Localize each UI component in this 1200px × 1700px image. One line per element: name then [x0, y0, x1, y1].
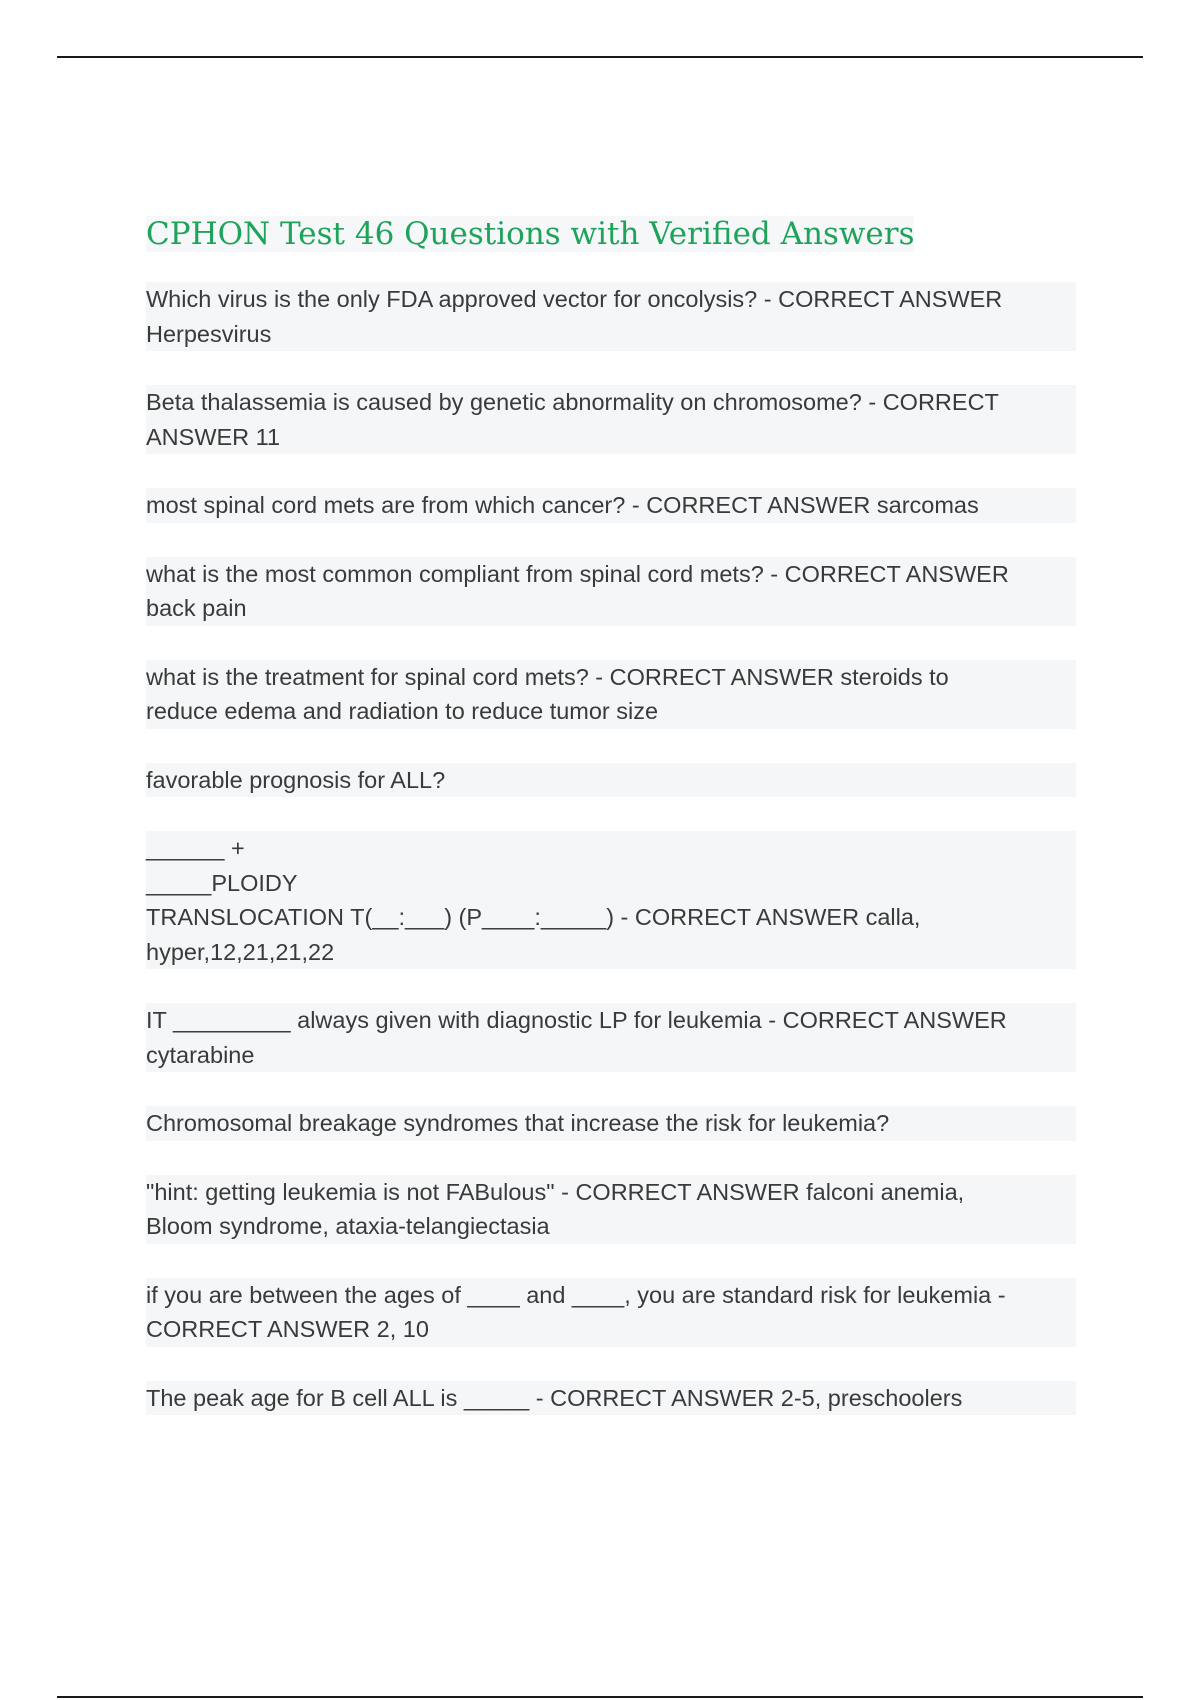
title-wrapper — [146, 212, 1076, 256]
qa-line: back pain — [146, 591, 1076, 626]
qa-line: if you are between the ages of ____ and ____, you are standard risk for leukemia - — [146, 1278, 1076, 1313]
qa-line: Beta thalassemia is caused by genetic abnormality on chromosome? - CORRECT — [146, 385, 1076, 420]
qa-item-4 — [146, 557, 1076, 626]
qa-line: CORRECT ANSWER 2, 10 — [146, 1312, 1076, 1347]
qa-line: ANSWER 11 — [146, 420, 1076, 455]
qa-line: "hint: getting leukemia is not FABulous" - CORRECT ANSWER falconi anemia, — [146, 1175, 1076, 1210]
qa-item-8 — [146, 1003, 1076, 1072]
qa-item-10 — [146, 1175, 1076, 1244]
qa-line: Which virus is the only FDA approved vector for oncolysis? - CORRECT ANSWER — [146, 282, 1076, 317]
document-title: CPHON Test 46 Questions with Verified Answers — [146, 216, 915, 252]
qa-line: TRANSLOCATION T(__:___) (P____:_____) - CORRECT ANSWER calla, — [146, 900, 1076, 935]
qa-line: what is the treatment for spinal cord mets? - CORRECT ANSWER steroids to — [146, 660, 1076, 695]
qa-line: The peak age for B cell ALL is _____ - CORRECT ANSWER 2-5, preschoolers — [146, 1381, 1076, 1416]
footer-rule — [57, 1696, 1143, 1698]
qa-item-11 — [146, 1278, 1076, 1347]
qa-item-5 — [146, 660, 1076, 729]
qa-item-12 — [146, 1381, 1076, 1416]
qa-line: IT _________ always given with diagnostic LP for leukemia - CORRECT ANSWER — [146, 1003, 1076, 1038]
qa-line: hyper,12,21,21,22 — [146, 935, 1076, 970]
qa-item-6 — [146, 763, 1076, 798]
qa-item-2 — [146, 385, 1076, 454]
qa-item-1 — [146, 282, 1076, 351]
qa-line: Herpesvirus — [146, 317, 1076, 352]
qa-line: what is the most common compliant from spinal cord mets? - CORRECT ANSWER — [146, 557, 1076, 592]
qa-line: ______ + — [146, 831, 1076, 866]
qa-line: favorable prognosis for ALL? — [146, 763, 1076, 798]
qa-line: _____PLOIDY — [146, 866, 1076, 901]
qa-line: Bloom syndrome, ataxia-telangiectasia — [146, 1209, 1076, 1244]
qa-item-7 — [146, 831, 1076, 969]
qa-line: Chromosomal breakage syndromes that increase the risk for leukemia? — [146, 1106, 1076, 1141]
header-rule — [57, 56, 1143, 58]
qa-line: cytarabine — [146, 1038, 1076, 1073]
document-body — [146, 212, 1076, 1449]
qa-item-9 — [146, 1106, 1076, 1141]
qa-line: reduce edema and radiation to reduce tumor size — [146, 694, 1076, 729]
qa-line: most spinal cord mets are from which cancer? - CORRECT ANSWER sarcomas — [146, 488, 1076, 523]
qa-item-3 — [146, 488, 1076, 523]
